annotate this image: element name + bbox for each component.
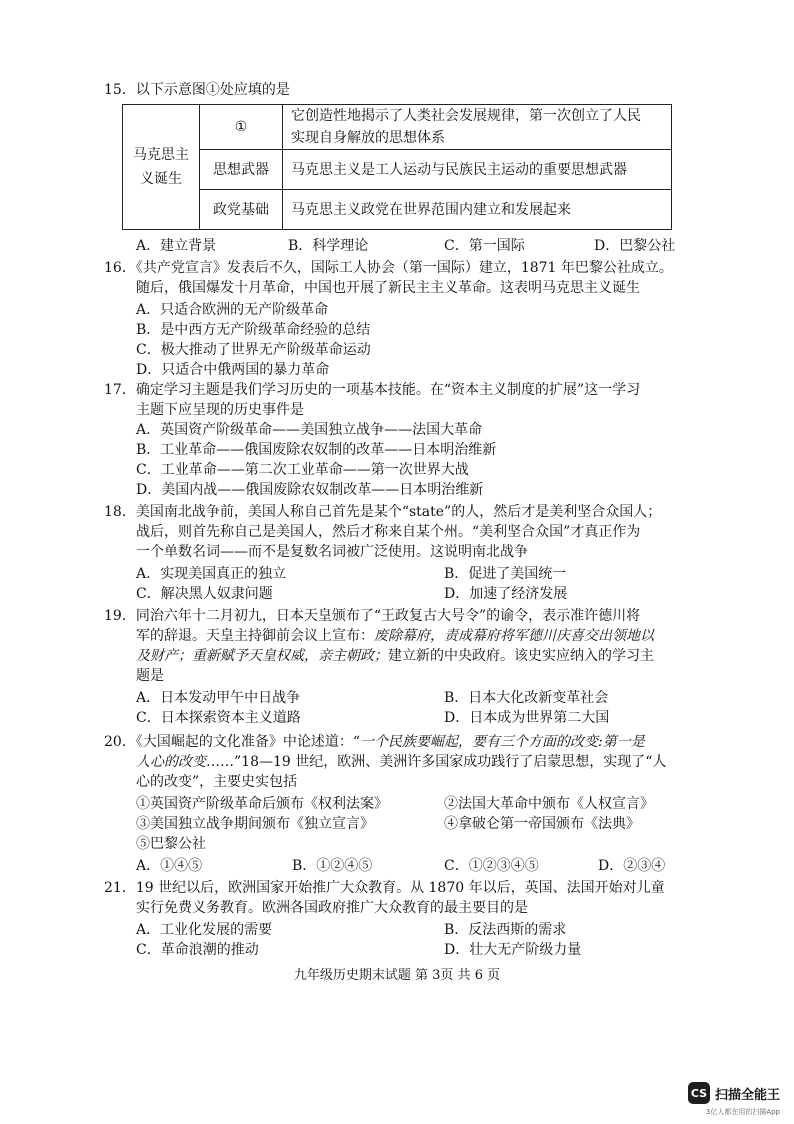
q18-stem-line1: 18．美国南北战争前，美国人称自己首先是某个“state”的人，然后才是美利坚合众国人； [104,504,662,520]
q19-stem-line3b: 建立新的中央政府。该史实应纳入的学习主 [388,648,654,664]
q20-item-1: ①英国资产阶级革命后颁布《权利法案》 [136,796,388,812]
q15-row1-label: ① [200,105,283,150]
q20-stem-line1 [104,732,645,752]
q21-stem-line1: 21．19 世纪以后，欧洲国家开始推广大众教育。从 1870 年以后，英国、法国开始对儿童 [104,880,665,896]
q15-row1-content-line1: 它创造性地揭示了人类社会发展规律，第一次创立了人民 [291,108,641,124]
q15-row3-label: 政党基础 [200,190,283,230]
q15-option-d: D．巴黎公社 [594,238,676,254]
q20-option-d: D．②③④ [598,858,666,874]
q19-stem-line3a: 及财产；重新赋予天皇权威，亲主朝政； [136,648,388,664]
q19-stem-line4: 题是 [136,668,164,684]
q18-option-c: C．解决黑人奴隶问题 [136,586,273,602]
q18-option-b: B．促进了美国统一 [444,566,567,582]
q15-option-c: C．第一国际 [444,238,525,254]
q15-table-head [123,105,200,230]
q19-option-b: B．日本大化改新变革社会 [444,690,609,706]
q16-stem-line1: 16．《共产党宣言》发表后不久，国际工人协会（第一国际）建立，1871 年巴黎公社成立。 [104,260,673,276]
q19-stem-line1: 19．同治六年十二月初九，日本天皇颁布了“王政复古大号令”的谕令，表示准许德川将 [104,608,641,624]
q20-stem-line3: 心的改变”，主要史实包括 [136,774,298,790]
q16-option-b: B．是中西方无产阶级革命经验的总结 [136,322,371,338]
q20-stem-line1b: 一个民族要崛起，要有三个方面的改变:第一是 [359,734,645,750]
q20-item-2: ②法国大革命中颁布《人权宣言》 [444,796,654,812]
q15-table [122,104,672,230]
q15-table-head-text: 马克思主义诞生 [133,147,189,187]
q20-option-c: C．①②③④⑤ [444,858,539,874]
page-footer: 九年级历史期末试题 第 3页 共 6 页 [293,968,501,983]
q20-item-4: ④拿破仑第一帝国颁布《法典》 [444,816,640,832]
q17-stem-line2: 主题下应呈现的历史事件是 [136,402,304,418]
logo-tagline: 3亿人都在用的扫描App [705,1108,780,1116]
q21-option-b: B．反法西斯的需求 [444,922,567,938]
q20-item-5: ⑤巴黎公社 [136,836,206,852]
q19-stem-line2 [136,626,654,646]
q15-option-b: B．科学理论 [288,238,369,254]
q15-row2-content: 马克思主义是工人运动与民族民主运动的重要思想武器 [283,150,672,190]
q15-row1-content-line2: 实现自身解放的思想体系 [291,130,445,146]
q20-stem-line2b: ”18—19 世纪，欧洲、美洲许多国家成功践行了启蒙思想，实现了“人 [234,754,667,770]
q15-row2-label: 思想武器 [200,150,283,190]
q16-option-d: D．只适合中俄两国的暴力革命 [136,362,330,378]
q19-option-d: D．日本成为世界第二大国 [444,710,610,726]
q21-stem-line2: 实行免费义务教育。欧洲各国政府推广大众教育的最主要目的是 [136,900,528,916]
q17-option-c: C．工业革命——第二次工业革命——第一次世界大战 [136,462,469,478]
q20-stem-line1a: 20．《大国崛起的文化准备》中论述道：“ [104,734,360,750]
q20-item-3: ③美国独立战争期间颁布《独立宣言》 [136,816,374,832]
q15-row1-content [283,105,672,150]
q17-option-b: B．工业革命——俄国废除农奴制的改革——日本明治维新 [136,442,497,458]
q19-option-c: C．日本探索资本主义道路 [136,710,301,726]
q15-stem: 15．以下示意图①处应填的是 [104,82,290,98]
q17-stem-line1: 17．确定学习主题是我们学习历史的一项基本技能。在“资本主义制度的扩展”这一学习 [104,382,641,398]
q21-option-d: D．壮大无产阶级力量 [444,942,582,958]
logo-name: 扫描全能王 [714,1087,780,1103]
q19-stem-line2a: 军的辞退。天皇主持御前会议上宣布： [136,628,374,644]
q21-option-a: A．工业化发展的需要 [136,922,273,938]
q18-option-a: A．实现美国真正的独立 [136,566,287,582]
q19-option-a: A．日本发动甲午中日战争 [136,690,301,706]
q15-option-a: A．建立背景 [136,238,217,254]
q20-stem-line2 [136,752,666,772]
q18-stem-line2: 战后，则首先称自己是美国人，然后才称来自某个州。“美利坚合众国”才真正作为 [136,524,641,540]
q20-option-a: A．①④⑤ [136,858,203,874]
q18-stem-line3: 一个单数名词——而不是复数名词被广泛使用。这说明南北战争 [136,544,528,560]
cs-logo-icon: CS [688,1082,710,1104]
q21-option-c: C．革命浪潮的推动 [136,942,259,958]
q16-option-c: C．极大推动了世界无产阶级革命运动 [136,342,371,358]
q18-option-d: D．加速了经济发展 [444,586,568,602]
q19-stem-line3 [136,646,654,666]
q17-option-d: D．美国内战——俄国废除农奴制改革——日本明治维新 [136,482,484,498]
q16-option-a: A．只适合欧洲的无产阶级革命 [136,302,329,318]
q20-stem-line2a: 人心的改变…… [136,754,234,770]
camscanner-logo [688,1082,780,1104]
q19-stem-line2b: 废除幕府，责成幕府将军德川庆喜交出领地以 [374,628,654,644]
q15-row3-content: 马克思主义政党在世界范围内建立和发展起来 [283,190,672,230]
q16-stem-line2: 随后，俄国爆发十月革命，中国也开展了新民主主义革命。这表明马克思主义诞生 [136,280,640,296]
q17-option-a: A．英国资产阶级革命——美国独立战争——法国大革命 [136,422,483,438]
q20-option-b: B．①②④⑤ [292,858,373,874]
